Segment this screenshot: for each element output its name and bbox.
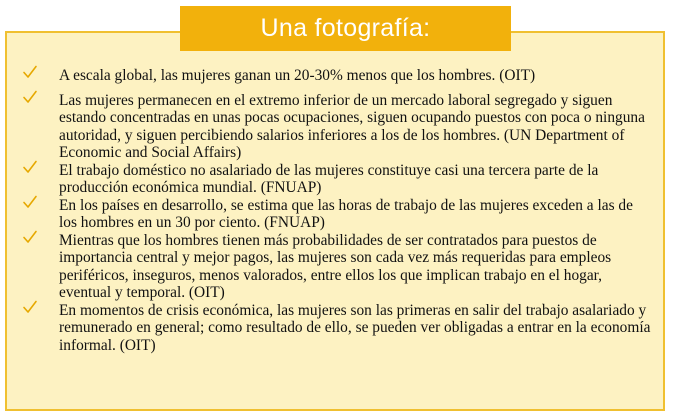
list-item-text: A escala global, las mujeres ganan un 20-30% menos que los hombres. (OIT) [59, 67, 536, 84]
list-item [22, 197, 652, 232]
fact-list [22, 67, 652, 354]
list-item-text: En momentos de crisis económica, las mujeres son las primeras en salir del trabajo asalariado y remunerado en general; como resultado de ello, se pueden ver obligadas a entrar en la economía informal. (OIT) [59, 301, 651, 354]
list-item-text: En los países en desarrollo, se estima que las horas de trabajo de las mujeres exceden a las de los hombres en un 30 por ciento. (FNUAP) [59, 196, 633, 231]
checkmark-icon [22, 194, 38, 210]
list-item [22, 162, 652, 197]
checkmark-icon [22, 229, 38, 245]
checkmark-icon [22, 299, 38, 315]
list-item-text: Las mujeres permanecen en el extremo inferior de un mercado laboral segregado y siguen estando concentradas en unas pocas ocupaciones, siguen ocupando puestos con poca o ninguna autoridad, y siguen percibiendo salarios inferiores a los de los hombres. (UN Department of Economic and Social Affairs) [59, 91, 645, 161]
page-title: Una fotografía: [260, 14, 431, 42]
list-item [22, 302, 652, 355]
list-item [22, 92, 652, 162]
checkmark-icon [22, 159, 38, 175]
list-item [22, 67, 652, 85]
checkmark-icon [22, 89, 38, 105]
list-item-text: El trabajo doméstico no asalariado de las mujeres constituye casi una tercera parte de la producción económica mundial. (FNUAP) [59, 161, 599, 196]
list-item [22, 232, 652, 302]
checkmark-icon [22, 64, 38, 80]
title-banner [180, 6, 511, 51]
list-item-text: Mientras que los hombres tienen más probabilidades de ser contratados para puestos de importancia central y mejor pagos, las mujeres son cada vez más requeridas para empleos periféricos, inseguros, menos valorados, entre ellos los que implican trabajo en el hogar, eventual y temporal. (OIT) [59, 231, 612, 301]
